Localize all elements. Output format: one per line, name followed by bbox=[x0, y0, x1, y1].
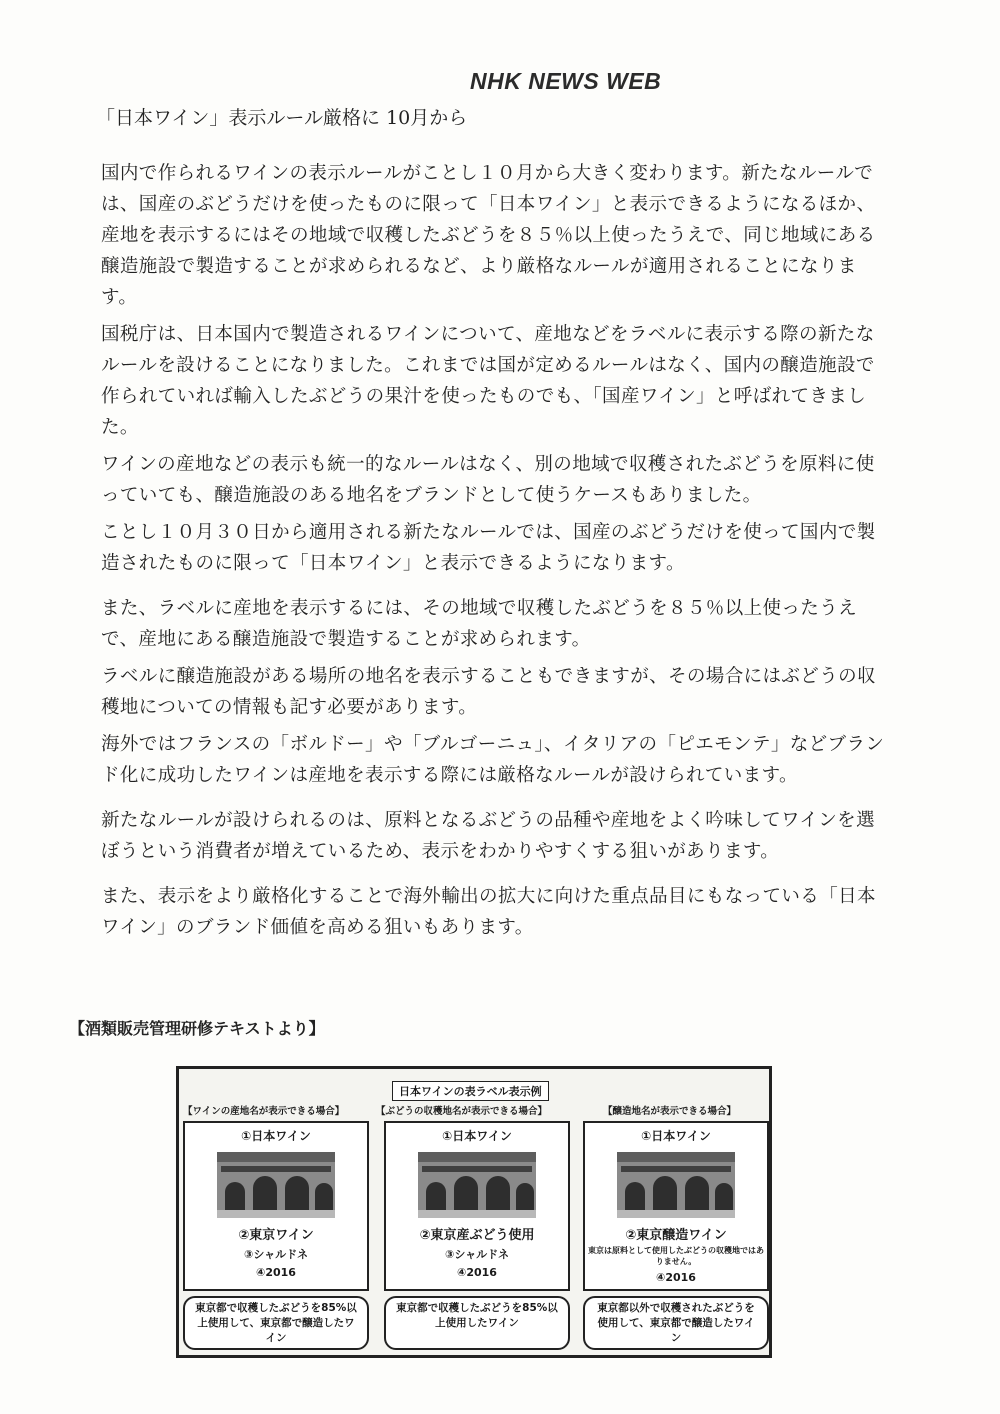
article-paragraph: また、表示をより厳格化することで海外輸出の拡大に向けた重点品目にもなっている「日本ワイン」のブランド価値を高める狙いもあります。 bbox=[101, 886, 876, 938]
article-paragraph: 新たなルールが設けられるのは、原料となるぶどうの品種や産地をよく吟味してワインを選ぼうという消費者が増えているため、表示をわかりやすくする狙いがあります。 bbox=[101, 810, 875, 862]
article-paragraph: 国内で作られるワインの表示ルールがことし１０月から大きく変わります。新たなルールでは、国産のぶどうだけを使ったものに限って「日本ワイン」と表示できるようになるほか、産地を表示するにはその地域で収穫したぶどうを８５％以上使ったうえで、同じ地域にある醸造施設で製造することが求められるなど、より厳格なルールが適用されることになります。 bbox=[101, 163, 876, 308]
label-line-4: ④2016 bbox=[656, 1271, 696, 1284]
label-caption: 東京都で収穫したぶどうを85%以上使用して、東京都で醸造したワイン bbox=[183, 1296, 369, 1350]
article-paragraph: 海外ではフランスの「ボルドー」や「ブルゴーニュ」、イタリアの「ピエモンテ」などブランド化に成功したワインは産地を表示する際には厳格なルールが設けられています。 bbox=[101, 734, 885, 786]
label-line-2: ②東京醸造ワイン bbox=[625, 1228, 727, 1243]
article-body bbox=[101, 158, 891, 943]
nhk-news-web-logo: NHK NEWS WEB bbox=[470, 68, 662, 94]
label-panel bbox=[384, 1121, 570, 1291]
wine-label-figure bbox=[176, 1066, 772, 1358]
label-line-4: ④2016 bbox=[457, 1266, 497, 1279]
article-title: 「日本ワイン」表示ルール厳格に 10月から bbox=[96, 107, 468, 129]
figure-title: 日本ワインの表ラベル表示例 bbox=[392, 1081, 549, 1101]
label-line-1: ①日本ワイン bbox=[442, 1129, 512, 1143]
label-line-4: ④2016 bbox=[256, 1266, 296, 1279]
label-panel bbox=[183, 1121, 369, 1291]
article-paragraph: ことし１０月３０日から適用される新たなルールでは、国産のぶどうだけを使って国内で製造されたものに限って「日本ワイン」と表示できるようになります。 bbox=[101, 522, 876, 574]
label-line-1: ①日本ワイン bbox=[641, 1129, 711, 1143]
column-heading: 【醸造地名が表示できる場合】 bbox=[603, 1106, 737, 1117]
label-caption: 東京都以外で収穫されたぶどうを使用して、東京都で醸造したワイン bbox=[583, 1296, 769, 1350]
article-paragraph: 国税庁は、日本国内で製造されるワインについて、産地などをラベルに表示する際の新たなルールを設けることになりました。これまでは国が定めるルールはなく、国内の醸造施設で作られていれば輸入したぶどうの果汁を使ったものでも、「国産ワイン」と呼ばれてきました。 bbox=[101, 324, 875, 438]
article-paragraph: ワインの産地などの表示も統一的なルールはなく、別の地域で収穫されたぶどうを原料に使っていても、醸造施設のある地名をブランドとして使うケースもありました。 bbox=[101, 454, 875, 506]
source-label: 【酒類販売管理研修テキストより】 bbox=[69, 1019, 325, 1038]
label-note: 東京は原料として使用したぶどうの収穫地ではありません。 bbox=[588, 1246, 764, 1266]
article-paragraph: ラベルに醸造施設がある場所の地名を表示することもできますが、その場合にはぶどうの収穫地についての情報も記す必要があります。 bbox=[101, 666, 876, 718]
label-line-3: ③シャルドネ bbox=[244, 1248, 308, 1261]
label-caption: 東京都で収穫したぶどうを85%以上使用したワイン bbox=[384, 1296, 570, 1350]
label-line-3: ③シャルドネ bbox=[445, 1248, 509, 1261]
winery-building-image bbox=[615, 1148, 737, 1220]
column-heading: 【ワインの産地名が表示できる場合】 bbox=[183, 1106, 345, 1117]
article-paragraph: また、ラベルに産地を表示するには、その地域で収穫したぶどうを８５％以上使ったうえで、産地にある醸造施設で製造することが求められます。 bbox=[101, 598, 858, 650]
winery-building-image bbox=[416, 1148, 538, 1220]
winery-building-image bbox=[215, 1148, 337, 1220]
label-line-2: ②東京産ぶどう使用 bbox=[419, 1228, 535, 1243]
column-heading: 【ぶどうの収穫地名が表示できる場合】 bbox=[376, 1106, 548, 1117]
label-line-2: ②東京ワイン bbox=[238, 1228, 314, 1243]
label-line-1: ①日本ワイン bbox=[241, 1129, 311, 1143]
label-panel bbox=[583, 1121, 769, 1291]
